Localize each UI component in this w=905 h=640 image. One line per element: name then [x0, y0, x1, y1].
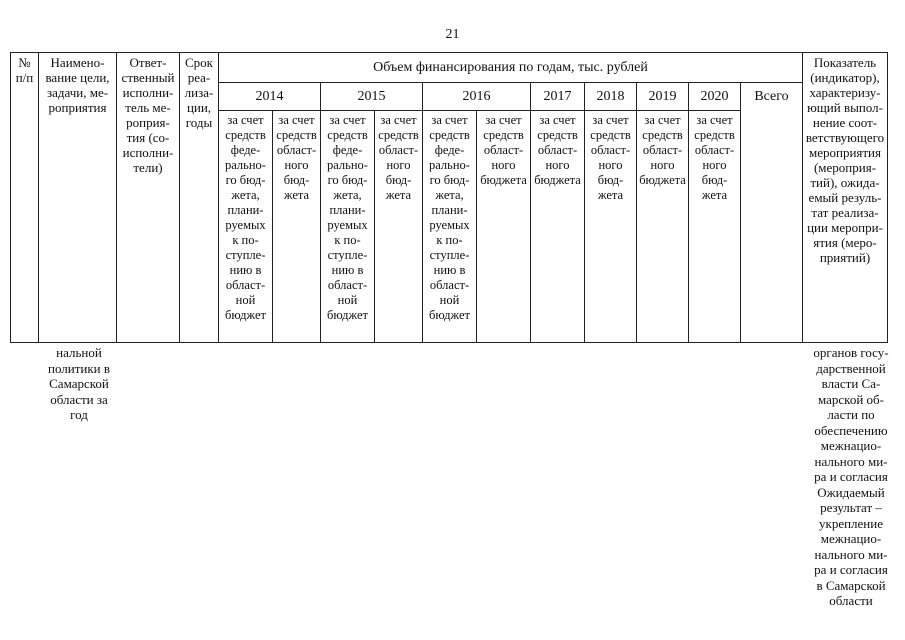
col-header-name: Наимено- вание цели, задачи, ме- роприятия [39, 53, 117, 343]
source-regional-2014: за счет средств област- ного бюд- жета [273, 111, 321, 343]
financing-title: Объем финансирования по годам, тыс. рублей [219, 53, 803, 83]
source-regional-2017: за счет средств област- ного бюджета [531, 111, 585, 343]
continuation-name-text: нальной политики в Самарской области за год [47, 345, 111, 422]
year-2014: 2014 [219, 83, 321, 111]
source-federal-2014: за счет средств феде- рально- го бюд- жета, плани- руемых к по- ступле- нию в област- ной бюджет [219, 111, 273, 343]
source-federal-2016: за счет средств феде- рально- го бюд- жета, плани- руемых к по- ступле- нию в област- ной бюджет [423, 111, 477, 343]
col-header-responsible: Ответ- ственный исполни- тель ме- роприя- тия (со- исполни- тели) [117, 53, 180, 343]
year-2016: 2016 [423, 83, 531, 111]
financing-table-header [10, 52, 888, 343]
year-2018: 2018 [585, 83, 637, 111]
source-federal-2015: за счет средств феде- рально- го бюд- жета, плани- руемых к по- ступле- нию в област- ной бюджет [321, 111, 375, 343]
year-2017: 2017 [531, 83, 585, 111]
continuation-indicator-text: органов госу- дарственной власти Са- марской об- ласти по обеспечению межнацио- нального ми- ра и согласия Ожидаемый результат – укрепление межнацио- нального ми- ра и согласия в Самарской области [813, 345, 889, 608]
source-regional-2018: за счет средств област- ного бюд- жета [585, 111, 637, 343]
col-header-indicator: Показатель (индикатор), характеризу- ющий выпол- нение соот- ветствующего мероприятия (мероприя- тий), ожида- емый резуль- тат реализа- ции меропри- ятия (меро- приятий) [803, 53, 888, 343]
col-header-number: № п/п [11, 53, 39, 343]
year-2015: 2015 [321, 83, 423, 111]
source-regional-2015: за счет средств област- ного бюд- жета [375, 111, 423, 343]
source-regional-2020: за счет средств област- ного бюд- жета [689, 111, 741, 343]
year-2019: 2019 [637, 83, 689, 111]
col-header-total: Всего [741, 83, 803, 343]
year-2020: 2020 [689, 83, 741, 111]
page-number: 21 [445, 27, 460, 42]
source-regional-2019: за счет средств област- ного бюджета [637, 111, 689, 343]
source-regional-2016: за счет средств област- ного бюджета [477, 111, 531, 343]
col-header-term: Срок реа- лиза- ции, годы [180, 53, 219, 343]
